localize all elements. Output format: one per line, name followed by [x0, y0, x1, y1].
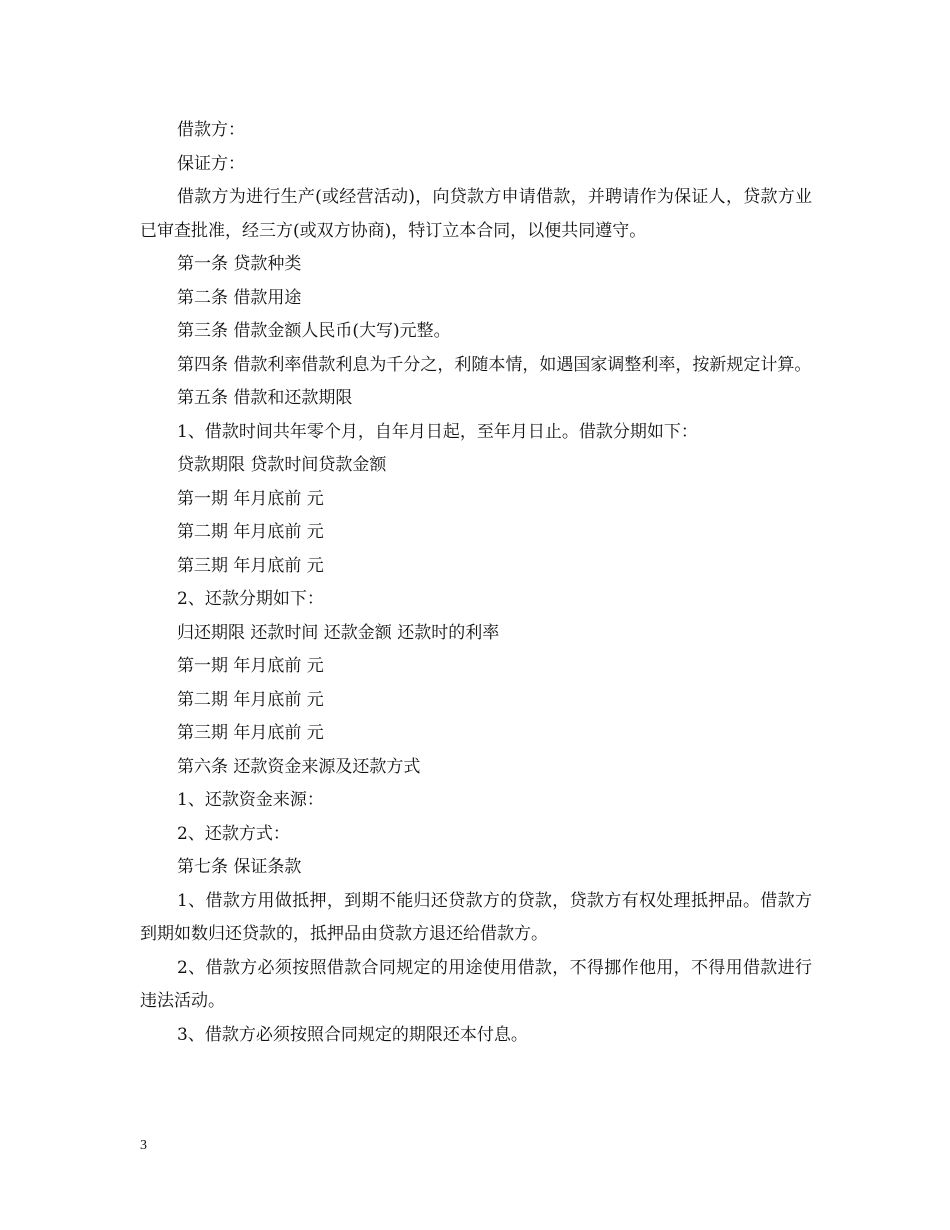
- paragraph-loan-period-3: 第三期 年月底前 元: [177, 555, 324, 576]
- document-body: [140, 114, 812, 1052]
- paragraph-repay-period-3: 第三期 年月底前 元: [177, 723, 324, 743]
- paragraph-repayment-schedule: 2、还款分期如下：: [177, 589, 324, 609]
- paragraph-article-3: 第三条 借款金额人民币(大写)元整。: [177, 321, 451, 341]
- paragraph-loan-period-2: 第二期 年月底前 元: [177, 522, 324, 542]
- paragraph-article-5: 第五条 借款和还款期限: [177, 388, 353, 408]
- paragraph-article-6: 第六条 还款资金来源及还款方式: [177, 756, 421, 777]
- paragraph-repayment-method: 2、还款方式：: [177, 823, 290, 844]
- paragraph-article-1: 第一条 贷款种类: [177, 254, 302, 274]
- paragraph-loan-schedule-header: 贷款期限 贷款时间贷款金额: [177, 455, 387, 475]
- paragraph-guarantee-2: 2、借款方必须按照借款合同规定的用途使用借款，不得挪作他用，不得用借款进行违法活动。: [140, 957, 812, 1011]
- paragraph-repay-period-2: 第二期 年月底前 元: [177, 689, 324, 710]
- paragraph-loan-term: 1、借款时间共年零个月，自年月日起，至年月日止。借款分期如下：: [177, 421, 698, 442]
- paragraph-borrower: 借款方：: [177, 120, 245, 140]
- paragraph-article-4: 第四条 借款利率借款利息为千分之，利随本情，如遇国家调整利率，按新规定计算。: [177, 354, 812, 375]
- paragraph-repay-period-1: 第一期 年月底前 元: [177, 656, 324, 676]
- paragraph-article-7: 第七条 保证条款: [177, 857, 302, 877]
- paragraph-guarantee-1: 1、借款方用做抵押，到期不能归还贷款方的贷款，贷款方有权处理抵押品。借款方到期如数归还贷款的，抵押品由贷款方退还给借款方。: [140, 890, 812, 944]
- paragraph-guarantor: 保证方：: [177, 153, 245, 174]
- paragraph-repayment-header: 归还期限 还款时间 还款金额 还款时的利率: [177, 622, 500, 643]
- paragraph-guarantee-3: 3、借款方必须按照合同规定的期限还本付息。: [177, 1024, 528, 1045]
- paragraph-article-2: 第二条 借款用途: [177, 287, 302, 308]
- page-number: 3: [140, 1138, 147, 1153]
- paragraph-repayment-source: 1、还款资金来源：: [177, 790, 324, 810]
- paragraph-preamble: 借款方为进行生产(或经营活动)，向贷款方申请借款，并聘请作为保证人，贷款方业已审查批准，经三方(或双方协商)，特订立本合同，以便共同遵守。: [140, 187, 812, 241]
- paragraph-loan-period-1: 第一期 年月底前 元: [177, 488, 324, 509]
